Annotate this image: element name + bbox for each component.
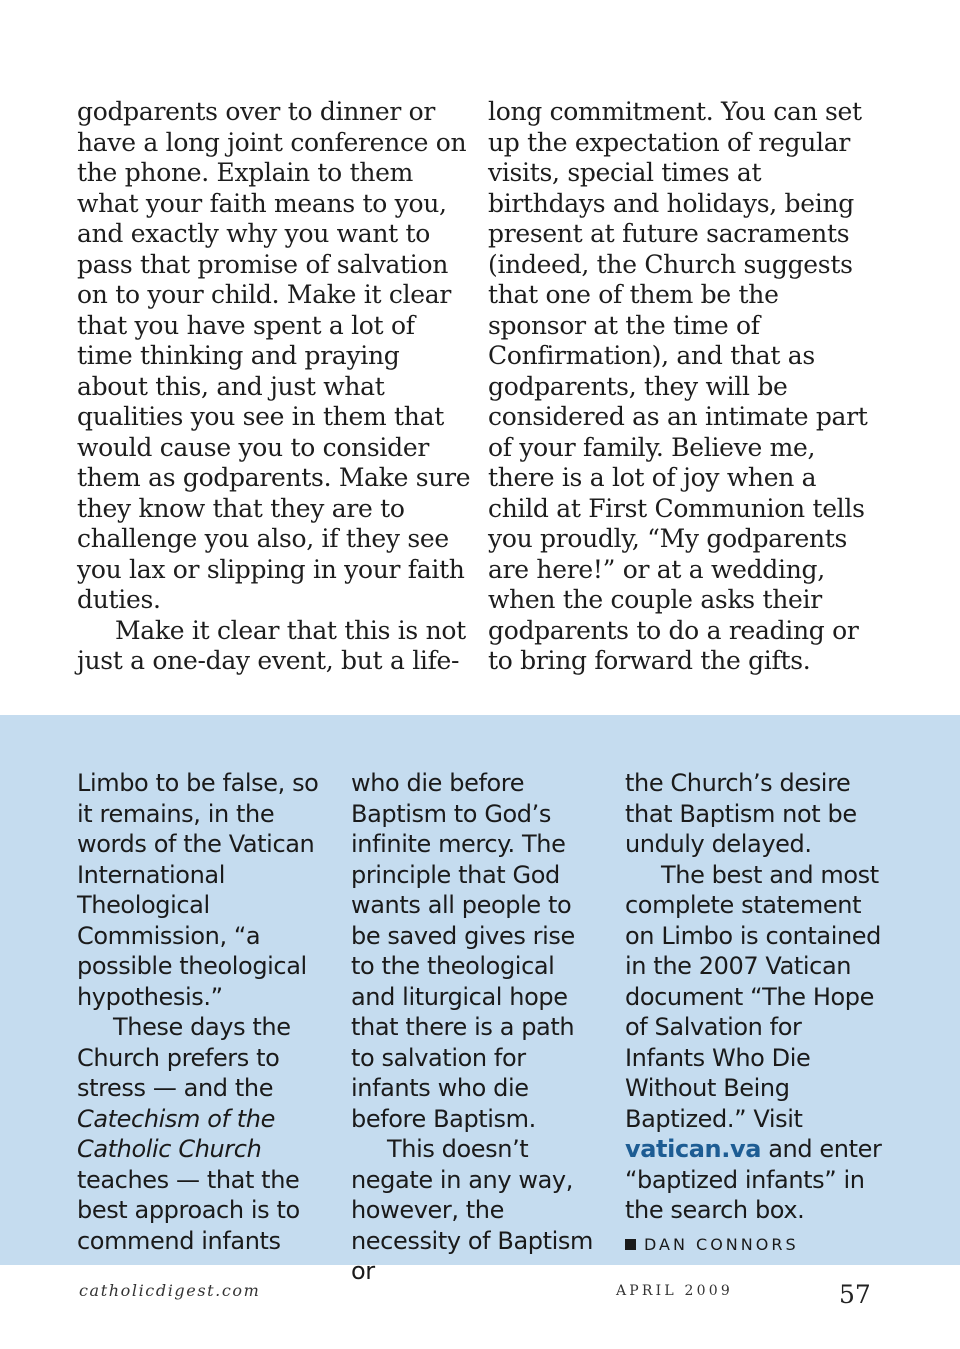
sidebar-paragraph: who die before Baptism to God’s infinite mercy. The principle that God wants all people to be saved gives rise to the theological and liturgical hope that there is a path to salvation for infants who die before Baptism. [351,769,575,1133]
sidebar-paragraph: Limbo to be false, so it remains, in the words of the Vatican International Theological Commission, “a possible theological hypothesis.” [77,769,319,1011]
page-number: 57 [839,1280,871,1309]
footer-date: APRIL 2009 [616,1283,733,1299]
article-paragraph: godparents over to dinner or have a long joint conference on the phone. Explain to them what your faith means to you, and exactly why you want to pass that promise of salvation on to your child. Make it clear that you have spent a lot of time thinking and praying about this, and just what qualities you see in them that would cause you to consider them as godparents. Make sure they know that they are to challenge you also, if they see you lax or slipping in your faith duties. [77,97,471,614]
article-column-left [77,97,472,677]
catechism-title: Catechism of the Catholic Church [77,1104,275,1163]
author-byline [625,1234,885,1256]
sidebar-text: The best and most complete statement on Limbo is contained in the 2007 Vatican document “The Hope of Salvation for Infants Who Die Without Being Baptized.” Visit [625,860,881,1133]
sidebar-column-1 [77,768,327,1256]
sidebar-paragraph [77,1012,327,1256]
article-column-right [488,97,868,677]
author-name: DAN CONNORS [644,1234,799,1254]
sidebar-column-2 [351,768,601,1287]
article-paragraph: Make it clear that this is not just a one-day event, but a life- [77,615,466,675]
sidebar-text: teaches — that the best approach is to commend infants [77,1165,300,1255]
sidebar-paragraph [625,860,885,1226]
sidebar-text: These days the Church prefers to stress — and the [77,1013,291,1102]
footer-website: catholicdigest.com [79,1281,261,1300]
vatican-link[interactable]: vatican.va [625,1135,762,1163]
square-bullet-icon [625,1239,636,1250]
sidebar-column-3 [625,768,885,1256]
sidebar-text: and enter “baptized infants” in the search box. [625,1135,882,1224]
limbo-sidebar [0,715,960,1285]
sidebar-paragraph: This doesn’t negate in any way, however, the necessity of Baptism or [351,1135,593,1285]
sidebar-paragraph: the Church’s desire that Baptism not be unduly delayed. [625,769,857,858]
article-paragraph: long commitment. You can set up the expectation of regular visits, special times at birthdays and holidays, being present at future sacraments (indeed, the Church suggests that one of them be the sponsor at the time of Confirmation), and that as godparents, they will be considered as an intimate part of your family. Believe me, there is a lot of joy when a child at First Communion tells you proudly, “My godparents are here!” or at a wedding, when the couple asks their godparents to do a reading or to bring forward the gifts. [488,97,868,675]
